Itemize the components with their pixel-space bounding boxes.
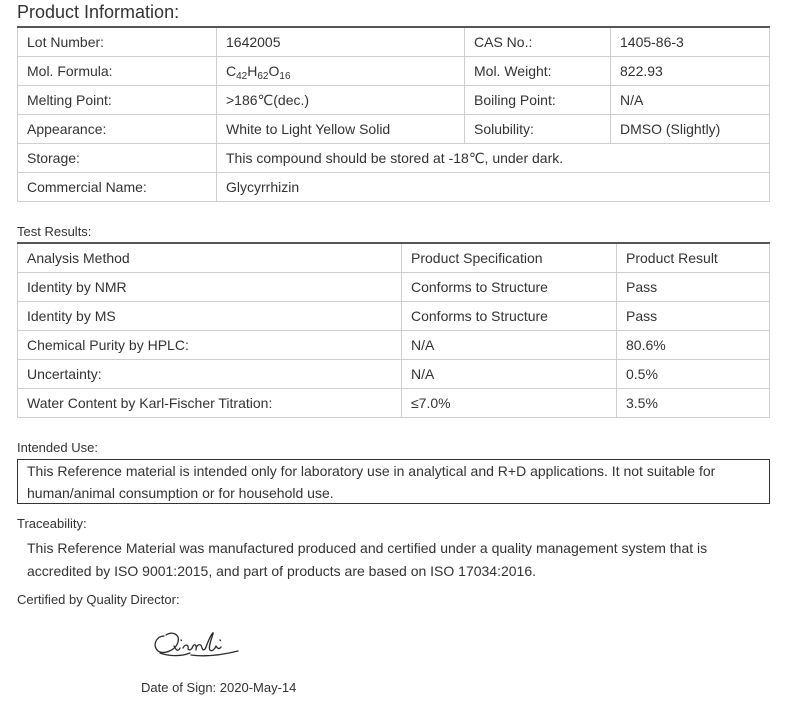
traceability-title: Traceability: (17, 516, 87, 531)
solubility-label: Solubility: (465, 115, 611, 144)
mol-weight-value: 822.93 (611, 57, 770, 86)
lot-number-value: 1642005 (217, 27, 465, 57)
table-row (18, 360, 770, 389)
table-header-row (18, 243, 770, 273)
mol-weight-label: Mol. Weight: (465, 57, 611, 86)
melting-point-value: >186℃(dec.) (217, 86, 465, 115)
table-cell: Water Content by Karl-Fischer Titration: (18, 389, 402, 418)
table-row (18, 273, 770, 302)
column-header: Product Specification (402, 243, 617, 273)
commercial-name-label: Commercial Name: (18, 173, 217, 202)
product-info-title: Product Information: (17, 2, 180, 22)
traceability-text: This Reference Material was manufactured produced and certified under a quality management system that is accredited by ISO 9001:2015, and part of products are based on ISO 17034:2016. (27, 540, 708, 579)
storage-label: Storage: (18, 144, 217, 173)
table-cell: Identity by NMR (18, 273, 402, 302)
table-cell: ≤7.0% (402, 389, 617, 418)
date-of-sign-value: 2020-May-14 (219, 680, 297, 695)
table-row (18, 86, 770, 115)
lot-number-label: Lot Number: (18, 27, 217, 57)
table-row (18, 144, 770, 173)
boiling-point-label: Boiling Point: (465, 86, 611, 115)
table-cell: Pass (617, 302, 770, 331)
cas-no-label: CAS No.: (465, 27, 611, 57)
product-info-table (17, 26, 770, 202)
table-row (18, 389, 770, 418)
boiling-point-value: N/A (611, 86, 770, 115)
table-cell: 3.5% (617, 389, 770, 418)
intended-use-text: This Reference material is intended only for laboratory use in analytical and R+D applications. It not suitable for human/animal consumption or for household use. (17, 459, 770, 504)
table-cell: Identity by MS (18, 302, 402, 331)
appearance-value: White to Light Yellow Solid (217, 115, 465, 144)
table-cell: N/A (402, 331, 617, 360)
column-header: Analysis Method (18, 243, 402, 273)
certified-by-title: Certified by Quality Director: (17, 592, 180, 607)
date-of-sign-label: Date of Sign: (141, 680, 217, 695)
cas-no-value: 1405-86-3 (611, 27, 770, 57)
table-cell: Chemical Purity by HPLC: (18, 331, 402, 360)
table-cell: 80.6% (617, 331, 770, 360)
table-row (18, 27, 770, 57)
table-cell: Conforms to Structure (402, 302, 617, 331)
table-cell: N/A (402, 360, 617, 389)
date-of-sign (141, 680, 296, 695)
mol-formula-value: $C_{42}H_{62}O_{16}$ (217, 57, 465, 86)
melting-point-label: Melting Point: (18, 86, 217, 115)
test-results-table (17, 242, 770, 418)
table-row (18, 57, 770, 86)
mol-formula-label: Mol. Formula: (18, 57, 217, 86)
table-cell: Conforms to Structure (402, 273, 617, 302)
table-cell: 0.5% (617, 360, 770, 389)
table-cell: Uncertainty: (18, 360, 402, 389)
intended-use-title: Intended Use: (17, 440, 98, 455)
signature-image (150, 626, 250, 662)
table-row (18, 331, 770, 360)
test-results-title: Test Results: (17, 224, 92, 239)
column-header: Product Result (617, 243, 770, 273)
table-row (18, 302, 770, 331)
solubility-value: DMSO (Slightly) (611, 115, 770, 144)
table-cell: Pass (617, 273, 770, 302)
appearance-label: Appearance: (18, 115, 217, 144)
commercial-name-value: Glycyrrhizin (217, 173, 770, 202)
storage-value: This compound should be stored at -18℃, under dark. (217, 144, 770, 173)
table-row (18, 173, 770, 202)
table-row (18, 115, 770, 144)
